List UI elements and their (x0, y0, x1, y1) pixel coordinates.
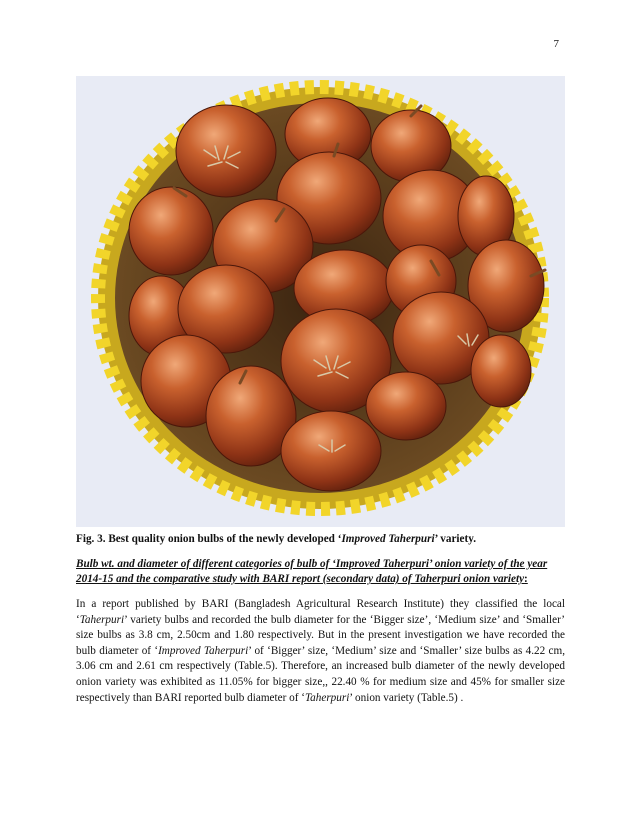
caption-variety: Improved Taherpuri (341, 533, 435, 545)
section-heading (76, 557, 565, 587)
paragraph-part-3: ’ of ‘Bigger’ size, ‘Medium’ size and ‘Smaller’ size bulbs as 4.22 cm, 3.06 cm and 2.61 cm respectively (Table.5). Therefore, an increased bulb diameter of the newly developed onion variety was exhibited as 11.05% for bigger size,, 22.40 % for medium size and 45% for smaller size respectively than BARI reported bulb diameter of ‘ (76, 644, 565, 704)
paragraph-part-4: ’ onion variety (Table.5) . (349, 691, 464, 704)
variety-name-2: Improved Taherpuri (158, 644, 249, 657)
body-paragraph (76, 597, 565, 706)
onion-basket-illustration (76, 76, 565, 527)
caption-prefix: Fig. 3. Best quality onion bulbs of the newly developed ‘ (76, 533, 342, 545)
variety-name-3: Taherpuri (304, 691, 350, 704)
page-number: 7 (553, 38, 559, 50)
onion-basket-photo (76, 76, 565, 527)
paragraph-part-1: In a report published by BARI (Bangladesh Agricultural Research Institute) they classified the local ‘ (76, 598, 565, 626)
variety-name-1: Taherpuri (79, 613, 125, 626)
caption-suffix: ’ variety. (434, 533, 476, 545)
figure-caption (76, 533, 565, 545)
paragraph-part-2: ’ variety bulbs and recorded the bulb diameter for the ‘Bigger size’, ‘Medium size’ and ‘Smaller’ size bulbs as 3.8 cm, 2.50cm and 1.80 respectively. But in the present investigation we have recorded the bulb diameter of ‘ (76, 613, 565, 657)
section-heading-tail: : (524, 573, 528, 585)
section-heading-text: Bulb wt. and diameter of different categories of bulb of ‘Improved Taherpuri’ onion variety of the year 2014-15 and the comparative study with BARI report (secondary data) of Taherpuri onion variety (76, 558, 548, 585)
